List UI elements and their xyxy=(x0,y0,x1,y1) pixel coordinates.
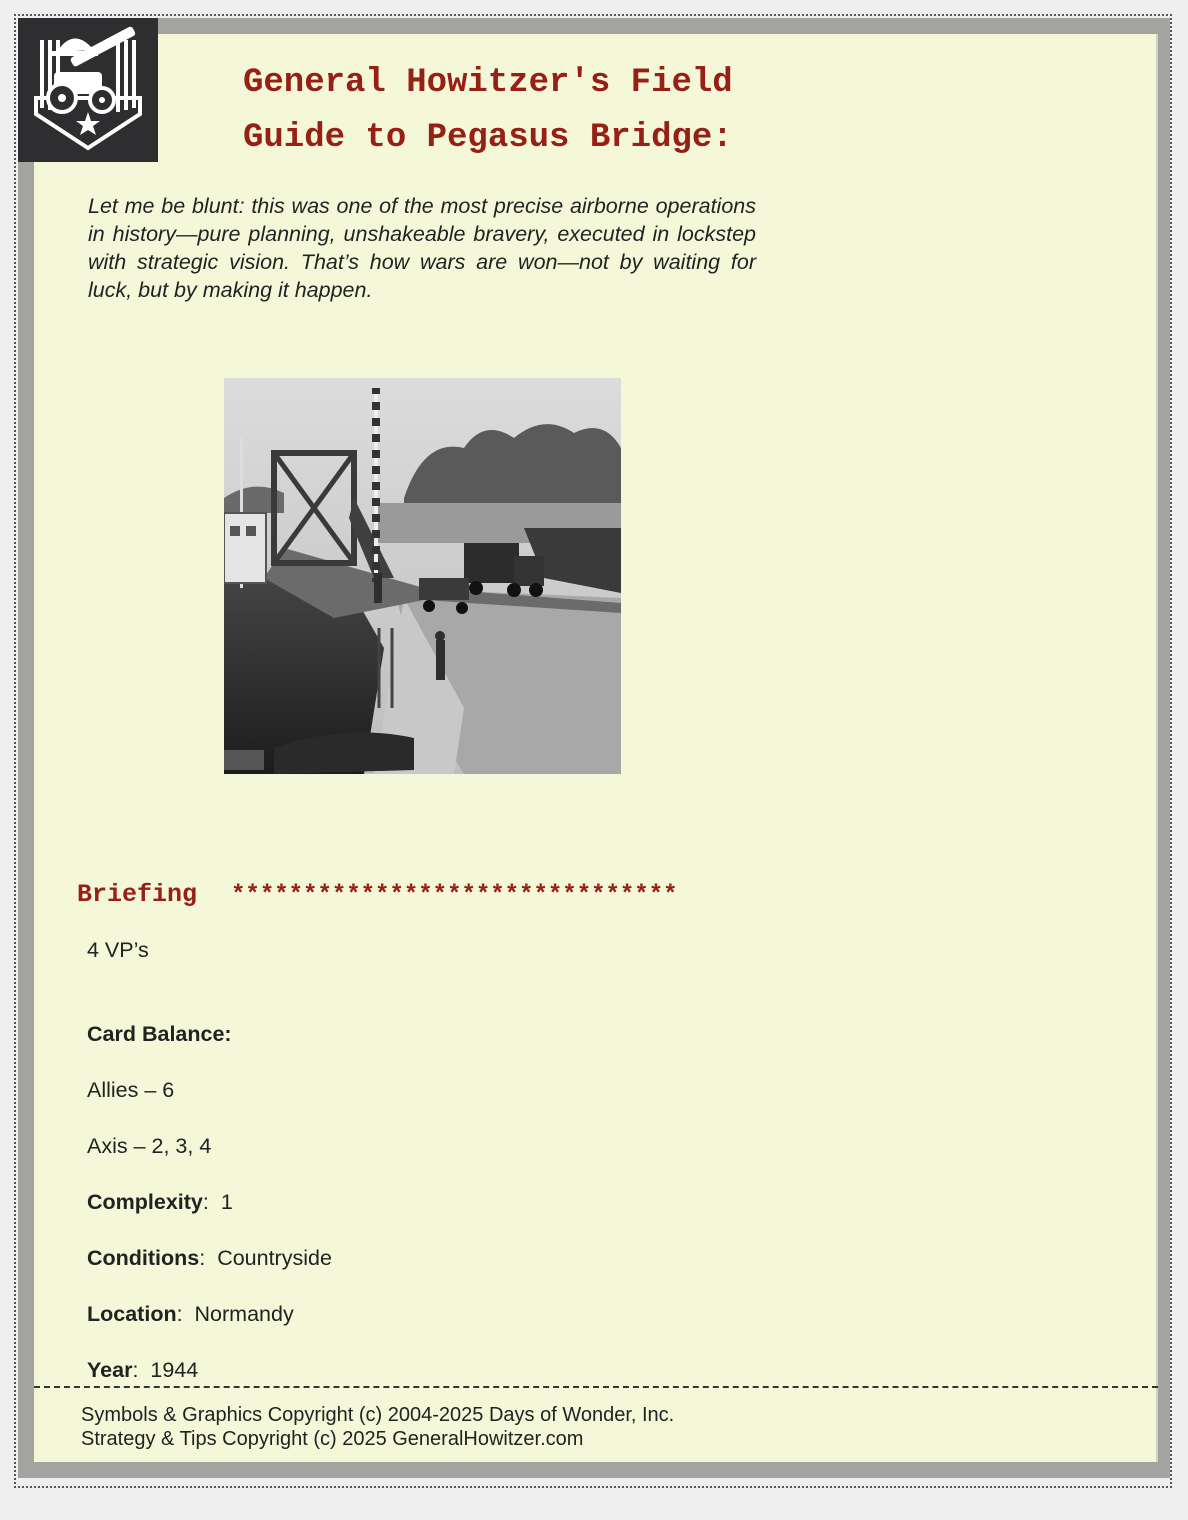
location-label: Location xyxy=(87,1302,177,1326)
logo xyxy=(18,18,158,162)
complexity-label: Complexity xyxy=(87,1190,203,1214)
year-label: Year xyxy=(87,1358,133,1382)
card-balance-label xyxy=(87,1020,232,1048)
allies-cards: Allies – 6 xyxy=(87,1078,175,1102)
conditions-row: Conditions: Countryside xyxy=(87,1246,332,1270)
year-value: 1944 xyxy=(150,1358,199,1382)
title-line-1: General Howitzer's Field xyxy=(243,64,733,102)
location-value: Normandy xyxy=(194,1302,294,1326)
conditions-value: Countryside xyxy=(217,1246,332,1270)
briefing-stars: ******************************* xyxy=(231,882,678,909)
location-row: Location: Normandy xyxy=(87,1302,294,1326)
victory-points: 4 VP’s xyxy=(87,938,149,962)
copyright-line-2: Strategy & Tips Copyright (c) 2025 GeneralHowitzer.com xyxy=(81,1428,584,1450)
year-row: Year: 1944 xyxy=(87,1358,199,1382)
page-title xyxy=(243,56,733,166)
title-line-2: Guide to Pegasus Bridge: xyxy=(243,119,733,157)
axis-cards: Axis – 2, 3, 4 xyxy=(87,1134,212,1158)
complexity-value: 1 xyxy=(220,1190,233,1214)
artillery-helmet-badge-icon xyxy=(18,18,158,162)
card-balance-heading: Card Balance: xyxy=(87,1022,232,1046)
briefing-title: Briefing xyxy=(77,880,198,909)
intro-paragraph: Let me be blunt: this was one of the most precise airborne operations in history—pure planning, unshakeable bravery, executed in lockstep with strategic vision. That’s how wars are won—not by waiting for luck, but by making it happen. xyxy=(88,194,756,302)
footer-divider xyxy=(34,1386,1158,1388)
complexity-row: Complexity: 1 xyxy=(87,1190,233,1214)
pegasus-bridge-photo xyxy=(224,378,621,774)
conditions-label: Conditions xyxy=(87,1246,200,1270)
footer xyxy=(81,1403,674,1451)
copyright-line-1: Symbols & Graphics Copyright (c) 2004-2025 Days of Wonder, Inc. xyxy=(81,1404,675,1426)
briefing-heading xyxy=(77,879,678,912)
